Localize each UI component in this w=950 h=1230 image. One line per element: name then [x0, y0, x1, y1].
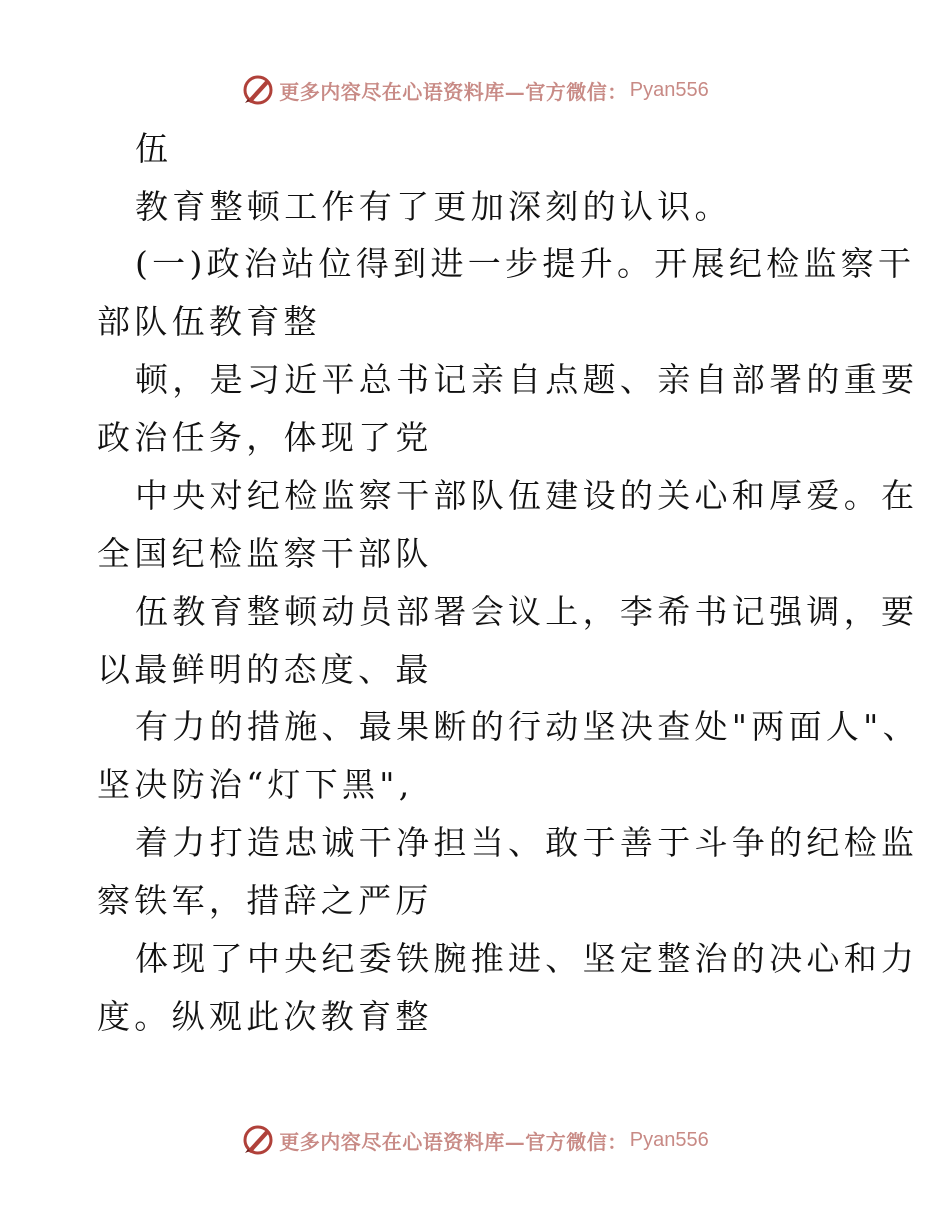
body-line: 有力的措施、最果断的行动坚决查处"两面人"、	[135, 707, 920, 746]
header-banner	[0, 70, 950, 110]
header-wechat-id: Pyan556	[629, 78, 709, 101]
body-line: (一)政治站位得到进一步提升。开展纪检监察干	[135, 244, 916, 283]
body-line: 教育整顿工作有了更加深刻的认识。	[135, 187, 732, 226]
body-line: 顿，是习近平总书记亲自点题、亲自部署的重要	[135, 360, 919, 399]
body-line: 全国纪检监察干部队	[97, 534, 433, 573]
footer-banner-text: 更多内容尽在心语资料库—官方微信：	[279, 1129, 628, 1154]
footer-wechat-id: Pyan556	[629, 1128, 709, 1151]
quill-pen-logo-icon	[241, 73, 275, 107]
body-line: 伍教育整顿动员部署会议上，李希书记强调，要	[135, 592, 919, 631]
body-line: 中央对纪检监察干部队伍建设的关心和厚爱。在	[135, 476, 919, 515]
body-line: 部队伍教育整	[97, 302, 321, 341]
quill-pen-logo-icon	[241, 1123, 275, 1157]
body-line: 着力打造忠诚干净担当、敢于善于斗争的纪检监	[135, 823, 919, 862]
body-line: 体现了中央纪委铁腕推进、坚定整治的决心和力	[135, 939, 919, 978]
body-line: 坚决防治“灯下黑",	[97, 765, 414, 804]
body-line: 察铁军，措辞之严厉	[97, 881, 433, 920]
body-line: 度。纵观此次教育整	[97, 997, 433, 1036]
body-line: 以最鲜明的态度、最	[97, 650, 433, 689]
footer-banner	[0, 1120, 950, 1160]
body-line: 伍	[135, 129, 173, 168]
body-line: 政治任务，体现了党	[97, 418, 433, 457]
header-banner-text: 更多内容尽在心语资料库—官方微信：	[279, 79, 628, 104]
